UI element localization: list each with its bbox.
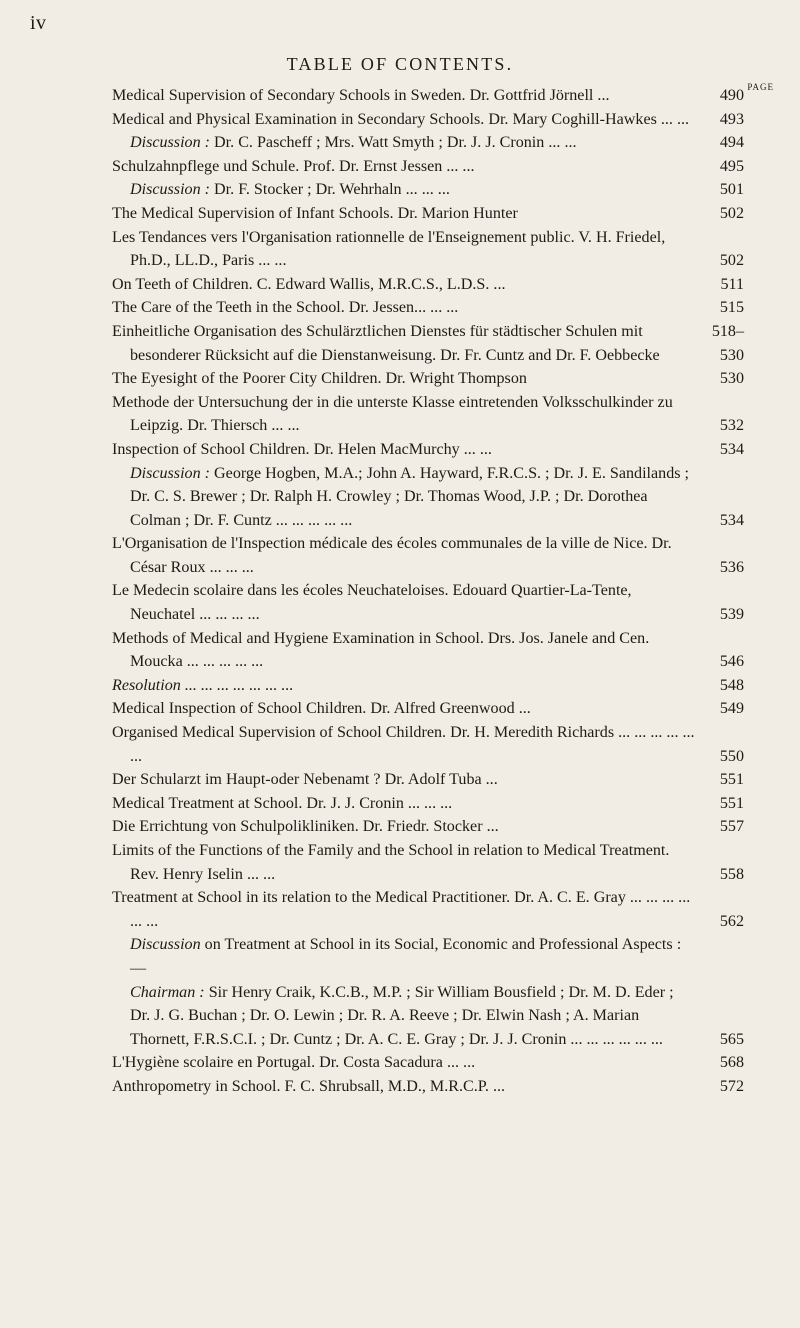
toc-entry-text: The Eyesight of the Poorer City Children. Dr. Wright Thompson xyxy=(112,370,527,388)
toc-entry-title xyxy=(112,630,649,671)
table-of-contents xyxy=(112,84,744,1099)
toc-entry-title xyxy=(112,394,673,435)
toc-entry xyxy=(112,933,744,980)
toc-entry-text: On Teeth of Children. C. Edward Wallis, M.R.C.S., L.D.S. ... xyxy=(112,275,506,293)
toc-entry xyxy=(112,815,744,839)
toc-entry-title xyxy=(112,181,450,198)
toc-entry-text: Anthropometry in School. F. C. Shrubsall, M.D., M.R.C.P. ... xyxy=(112,1077,506,1095)
toc-entry-text: Dr. C. Pascheff ; Mrs. Watt Smyth ; Dr. J. J. Cronin ... ... xyxy=(210,134,577,152)
toc-entry xyxy=(112,202,744,226)
toc-entry-text: Resolution ... ... ... ... ... ... ... xyxy=(112,676,294,694)
toc-entry-text: Schulzahnpflege und Schule. Prof. Dr. Ernst Jessen ... ... xyxy=(112,157,475,175)
toc-entry xyxy=(112,721,744,768)
toc-entry-page: 539 xyxy=(719,606,744,624)
toc-entry-title xyxy=(112,111,689,128)
toc-entry-title xyxy=(112,984,674,1048)
toc-entry-text: Limits of the Functions of the Family and the School in relation to Medical Treatment. Rev. Henry Iselin ... ... xyxy=(112,842,670,883)
toc-entry-title xyxy=(112,1078,505,1095)
toc-entry-title xyxy=(112,889,690,930)
toc-entry-title xyxy=(112,441,492,458)
toc-entry-page: 557 xyxy=(719,818,744,836)
toc-entry-title xyxy=(112,842,669,883)
toc-entry-title xyxy=(112,795,452,812)
toc-entry-text: Inspection of School Children. Dr. Helen MacMurchy ... ... xyxy=(112,440,492,458)
toc-entry-page: 551 xyxy=(719,794,744,812)
toc-entry-page: 568 xyxy=(719,1054,744,1072)
toc-entry-text: Einheitliche Organisation des Schulärztlichen Dienstes für städtischer Schulen mit besonderer Rücksicht auf die Dienstanweisung. Dr. Fr. Cuntz and Dr. F. Oebbecke xyxy=(112,322,660,364)
toc-entry-page: 550 xyxy=(719,747,744,765)
toc-entry xyxy=(112,273,744,297)
toc-entry-text: Medical Supervision of Secondary Schools in Sweden. Dr. Gottfrid Jörnell ... xyxy=(112,87,610,104)
toc-entry-title xyxy=(112,87,610,104)
toc-entry-page: 549 xyxy=(719,700,744,718)
toc-entry xyxy=(112,462,744,533)
toc-entry-title xyxy=(112,205,518,222)
toc-entry xyxy=(112,627,744,674)
page-number: iv xyxy=(30,12,47,34)
toc-entry xyxy=(112,226,744,273)
toc-entry xyxy=(112,697,744,721)
toc-entry-title xyxy=(112,771,498,788)
toc-entry-page: 536 xyxy=(719,558,744,576)
toc-entry-page: 490 xyxy=(719,87,744,104)
toc-entry-text: L'Organisation de l'Inspection médicale des écoles communales de la ville de Nice. Dr. César Roux ... ... ... xyxy=(112,535,672,576)
toc-entry-lead: Chairman : xyxy=(130,983,205,1001)
toc-entry-page: 502 xyxy=(719,204,744,222)
toc-entry-text: Les Tendances vers l'Organisation rationnelle de l'Enseignement public. V. H. Friedel, Ph.D., LL.D., Paris ... ... xyxy=(112,228,666,270)
toc-entry-page: 565 xyxy=(719,1030,744,1048)
toc-entry xyxy=(112,674,744,698)
toc-entry-lead: Discussion : xyxy=(130,464,211,482)
toc-entry-text: The Care of the Teeth in the School. Dr. Jessen... ... ... xyxy=(112,299,459,317)
toc-entry xyxy=(112,886,744,933)
toc-entry xyxy=(112,579,744,626)
toc-entry xyxy=(112,1075,744,1099)
running-title: TABLE OF CONTENTS. xyxy=(286,54,514,74)
toc-entry xyxy=(112,178,744,202)
toc-entry-lead: Discussion xyxy=(130,936,201,954)
toc-entry xyxy=(112,768,744,792)
toc-entry-text: The Medical Supervision of Infant Schools. Dr. Marion Hunter xyxy=(112,204,518,222)
toc-entry-page: 551 xyxy=(719,771,744,789)
toc-entry xyxy=(112,438,744,462)
toc-entry xyxy=(112,532,744,579)
toc-entry xyxy=(112,155,744,179)
toc-entry-page: 530 xyxy=(719,370,744,388)
toc-entry-text: George Hogben, M.A.; John A. Hayward, F.R.C.S. ; Dr. J. E. Sandilands ; Dr. C. S. Brewer ; Dr. Ralph H. Crowley ; Dr. Thomas Wood, J.P. ; Dr. Dorothea Colman ; Dr. F. Cuntz ... ... ... ... ... xyxy=(130,464,690,529)
toc-entry xyxy=(112,367,744,391)
toc-entry-text: Medical and Physical Examination in Secondary Schools. Dr. Mary Coghill-Hawkes ... ... xyxy=(112,110,690,128)
page-column-label: PAGE xyxy=(747,82,774,92)
toc-entry-title xyxy=(112,936,681,977)
toc-entry-page: 546 xyxy=(719,653,744,671)
toc-entry-page: 562 xyxy=(719,912,744,930)
toc-entry xyxy=(112,108,744,132)
toc-entry xyxy=(112,1051,744,1075)
toc-entry-title xyxy=(112,299,458,316)
toc-entry xyxy=(112,391,744,438)
toc-entry xyxy=(112,792,744,816)
toc-entry xyxy=(112,981,744,1052)
toc-entry-title xyxy=(112,700,531,717)
toc-entry-text: Der Schularzt im Haupt-oder Nebenamt ? Dr. Adolf Tuba ... xyxy=(112,771,498,789)
toc-entry-title xyxy=(112,677,294,694)
toc-entry-lead: Discussion : xyxy=(130,134,211,152)
toc-entry-page: 501 xyxy=(719,181,744,199)
toc-entry-text: Sir Henry Craik, K.C.B., M.P. ; Sir William Bousfield ; Dr. M. D. Eder ; Dr. J. G. Buchan ; Dr. O. Lewin ; Dr. R. A. Reeve ; Dr. Elwin Nash ; A. Marian Thornett, F.R.S.C.I. ; Dr. Cuntz ; Dr. A. C. E. Gray ; Dr. J. J. Cronin ... ... ... ... ... ... xyxy=(130,983,674,1048)
toc-entry-text: Die Errichtung von Schulpolikliniken. Dr. Friedr. Stocker ... xyxy=(112,818,499,836)
toc-entry-title xyxy=(112,323,660,364)
toc-entry-page: 493 xyxy=(719,110,744,128)
toc-entry xyxy=(112,131,744,155)
toc-entry-page: 572 xyxy=(719,1077,744,1095)
toc-entry-page: 558 xyxy=(719,865,744,883)
toc-entry-title xyxy=(112,818,499,835)
toc-entry-text: Dr. F. Stocker ; Dr. Wehrhaln ... ... ... xyxy=(210,181,450,199)
toc-entry-title xyxy=(112,465,689,529)
toc-entry-title xyxy=(112,158,475,175)
toc-entry-page: 518–530 xyxy=(711,322,744,364)
toc-entry-page: 511 xyxy=(720,275,744,293)
toc-entry-title xyxy=(112,535,672,576)
toc-entry-text: Medical Treatment at School. Dr. J. J. Cronin ... ... ... xyxy=(112,794,453,812)
toc-entry-title xyxy=(112,276,506,293)
toc-entry-page: 534 xyxy=(719,511,744,529)
toc-entry xyxy=(112,839,744,886)
toc-entry-text: L'Hygiène scolaire en Portugal. Dr. Costa Sacadura ... ... xyxy=(112,1054,476,1072)
toc-entry-text: Le Medecin scolaire dans les écoles Neuchateloises. Edouard Quartier-La-Tente, Neuchatel ... ... ... ... xyxy=(112,582,632,624)
toc-entry-text: Medical Inspection of School Children. Dr. Alfred Greenwood ... xyxy=(112,700,531,718)
toc-entry-title xyxy=(112,582,632,623)
toc-entry-text: Methods of Medical and Hygiene Examination in School. Drs. Jos. Janele and Cen. Moucka ... ... ... ... ... xyxy=(112,629,650,671)
toc-entry-title xyxy=(112,134,577,151)
toc-entry-page: 502 xyxy=(719,252,744,270)
toc-entry-page: 534 xyxy=(719,440,744,458)
toc-entry-page: 494 xyxy=(719,134,744,152)
toc-entry-lead: Discussion : xyxy=(130,181,211,199)
toc-entry-text: on Treatment at School in its Social, Economic and Professional Aspects :— xyxy=(130,936,682,977)
toc-entry xyxy=(112,84,744,108)
toc-entry-title xyxy=(112,370,527,387)
toc-entry-page: 532 xyxy=(719,417,744,435)
toc-entry-title xyxy=(112,724,695,765)
toc-entry xyxy=(112,320,744,367)
toc-entry-title xyxy=(112,1054,475,1071)
toc-entry-text: Methode der Untersuchung der in die unterste Klasse eintretenden Volksschulkinder zu Leipzig. Dr. Thiersch ... ... xyxy=(112,393,673,435)
toc-entry xyxy=(112,296,744,320)
toc-entry-text: Organised Medical Supervision of School Children. Dr. H. Meredith Richards ... ... ... ... ... ... xyxy=(112,724,695,765)
toc-entry-page: 495 xyxy=(719,157,744,175)
toc-entry-page: 515 xyxy=(719,299,744,317)
toc-entry-title xyxy=(112,229,665,270)
toc-entry-page: 548 xyxy=(719,676,744,694)
toc-entry-text: Treatment at School in its relation to the Medical Practitioner. Dr. A. C. E. Gray ... ... ... ... ... ... xyxy=(112,889,691,930)
